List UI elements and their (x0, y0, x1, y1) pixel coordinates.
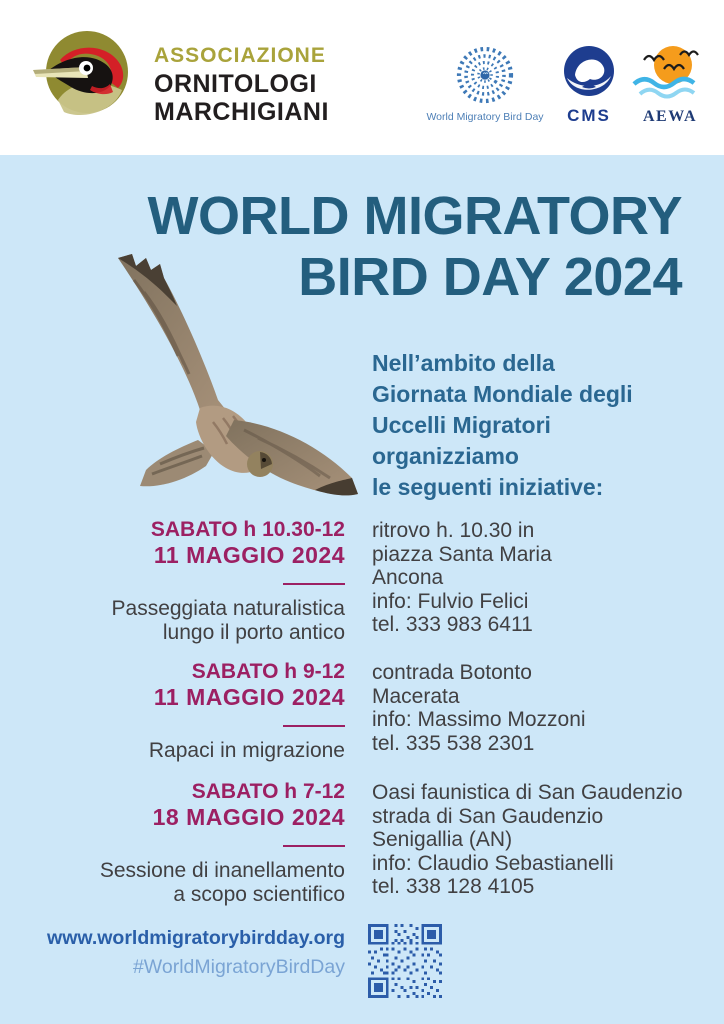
event-title-line: Passeggiata naturalistica (111, 597, 345, 620)
page-title-line2: BIRD DAY 2024 (298, 247, 682, 307)
intro-line: le seguenti iniziative: (372, 474, 604, 500)
cms-globe-icon (556, 45, 622, 100)
event-time: SABATO h 7-12 (191, 780, 345, 803)
event-detail-line: Ancona (372, 566, 444, 589)
event-title-line: Sessione di inanellamento (99, 859, 345, 882)
intro-line: Giornata Mondiale degli (372, 381, 633, 407)
website-url: www.worldmigratorybirdday.org (47, 927, 345, 949)
event-1-left (40, 518, 345, 645)
event-detail-line: info: Massimo Mozzoni (372, 708, 586, 731)
event-detail-line: strada di San Gaudenzio (372, 804, 604, 828)
harrier-bird-icon (48, 252, 368, 512)
org-name (154, 42, 329, 126)
event-detail-line: ritrovo h. 10.30 in (372, 519, 535, 542)
event-detail-line: info: Fulvio Felici (372, 589, 529, 613)
aewa-logo-label: AEWA (642, 108, 697, 125)
event-date: 11 MAGGIO 2024 (153, 684, 345, 710)
event-2-details (372, 661, 712, 755)
event-detail-line: info: Claudio Sebastianelli (372, 851, 614, 875)
intro-text (372, 348, 702, 503)
event-detail-line: Macerata (372, 684, 460, 708)
event-detail-line: tel. 338 128 4105 (372, 875, 535, 898)
aom-logo (30, 26, 148, 127)
aewa-logo (626, 44, 714, 126)
cms-logo (556, 45, 622, 126)
divider-rule (283, 845, 345, 847)
event-detail-line: tel. 333 983 6411 (372, 613, 533, 636)
event-date: 11 MAGGIO 2024 (153, 542, 345, 568)
hashtag: #WorldMigratoryBirdDay (132, 956, 345, 978)
qr-code (368, 924, 442, 1003)
wmbd-logo-label: World Migratory Bird Day (426, 111, 544, 123)
org-name-line1: ASSOCIAZIONE (154, 44, 326, 67)
event-title-line: Rapaci in migrazione (148, 739, 345, 762)
event-time: SABATO h 10.30-12 (150, 518, 345, 541)
org-name-line2: ORNITOLOGI (154, 70, 317, 98)
event-date: 18 MAGGIO 2024 (152, 804, 345, 830)
event-1-details (372, 519, 712, 637)
org-name-line3: MARCHIGIANI (154, 98, 329, 126)
wmbd-swirl-icon (410, 45, 560, 105)
event-title-line: lungo il porto antico (162, 621, 345, 644)
divider-rule (283, 725, 345, 727)
cms-logo-label: CMS (567, 106, 611, 125)
event-2-left (40, 660, 345, 763)
event-3-left (40, 780, 345, 907)
woodpecker-logo-icon (30, 26, 148, 122)
aewa-sun-birds-icon (626, 44, 714, 102)
qr-code-icon (368, 924, 442, 998)
bird-photo (48, 252, 368, 517)
event-detail-line: tel. 335 538 2301 (372, 731, 535, 755)
event-title-line: a scopo scientifico (173, 883, 345, 906)
intro-line: Nell’ambito della (372, 350, 555, 376)
event-detail-line: Senigallia (AN) (372, 828, 513, 851)
event-detail-line: piazza Santa Maria (372, 542, 552, 566)
event-time: SABATO h 9-12 (191, 660, 345, 683)
divider-rule (283, 583, 345, 585)
wmbd-logo (410, 45, 560, 123)
page-title-line1: WORLD MIGRATORY (147, 186, 682, 246)
header-band (0, 0, 724, 155)
event-3-details (372, 781, 712, 899)
event-detail-line: contrada Botonto (372, 661, 532, 684)
intro-line: Uccelli Migratori organizziamo (372, 412, 551, 469)
event-detail-line: Oasi faunistica di San Gaudenzio (372, 781, 683, 804)
